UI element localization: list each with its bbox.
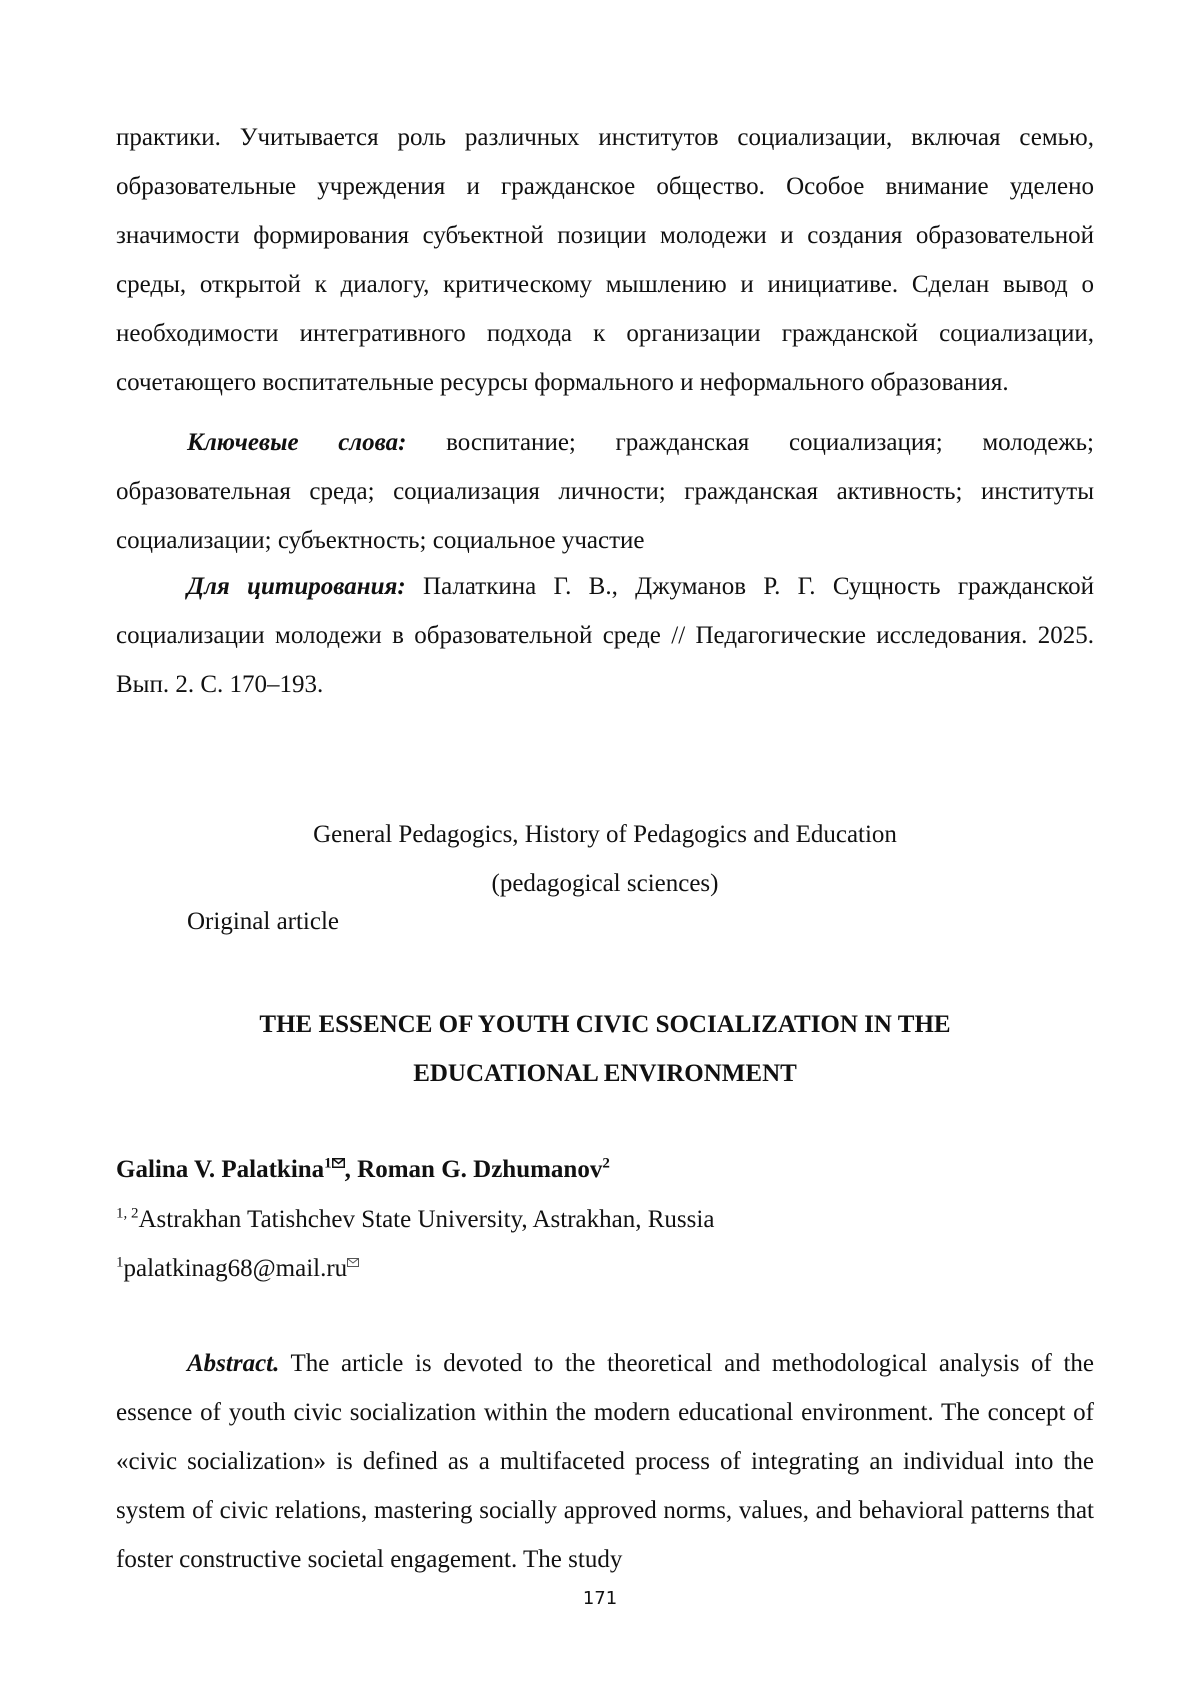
section-heading bbox=[116, 810, 1094, 908]
ru-keywords bbox=[116, 418, 1094, 565]
ru-keywords-text: воспитание; гражданская социализация; молодежь; образовательная среда; социализация личности; гражданская активность; институты социализации; субъектность; социальное участие bbox=[116, 429, 1094, 554]
envelope-icon bbox=[347, 1258, 359, 1267]
email-line bbox=[116, 1254, 1094, 1284]
ru-abstract-tail: практики. Учитывается роль различных институтов социализации, включая семью, образовательные учреждения и гражданское общество. Особое внимание уделено значимости формирования субъектной позиции молодежи и создания образовательной среды, открытой к диалогу, критическому мышлению и инициативе. Сделан вывод о необходимости интегративного подхода к организации гражданской социализации, сочетающего воспитательные ресурсы формального и неформального образования. bbox=[116, 124, 1094, 396]
article-title bbox=[116, 1000, 1094, 1098]
abstract-text: The article is devoted to the theoretical and methodological analysis of the essence of youth civic socialization within the modern educational environment. The concept of «civic socialization» is defined as a multifaceted process of integrating an individual into the system of civic relations, mastering socially approved norms, values, and behavioral patterns that foster constructive societal engagement. The study bbox=[116, 1350, 1094, 1573]
email-sup: 1 bbox=[116, 1254, 124, 1271]
author-separator: , bbox=[344, 1156, 358, 1183]
ru-citation bbox=[116, 562, 1094, 709]
section-line-1: General Pedagogics, History of Pedagogics and Education bbox=[313, 821, 897, 848]
en-abstract bbox=[116, 1339, 1094, 1584]
ru-citation-label: Для цитирования: bbox=[187, 573, 406, 600]
author-2-sup: 2 bbox=[602, 1155, 610, 1172]
affiliation-text: Astrakhan Tatishchev State University, Astrakhan, Russia bbox=[138, 1206, 715, 1233]
title-line-1: THE ESSENCE OF YOUTH CIVIC SOCIALIZATION IN THE bbox=[259, 1011, 951, 1038]
email-address[interactable]: palatkinag68@mail.ru bbox=[123, 1255, 348, 1282]
envelope-icon bbox=[332, 1158, 345, 1168]
title-line-2: EDUCATIONAL ENVIRONMENT bbox=[413, 1060, 797, 1087]
author-1-sup: 1 bbox=[324, 1155, 332, 1172]
author-1: Galina V. Palatkina bbox=[116, 1156, 325, 1183]
ru-citation-text: Палаткина Г. В., Джуманов Р. Г. Сущность гражданской социализации молодежи в образовательной среде // Педагогические исследования. 2025. Вып. 2. С. 170–193. bbox=[116, 573, 1095, 698]
section-line-2: (pedagogical sciences) bbox=[491, 870, 719, 897]
abstract-label: Abstract. bbox=[187, 1350, 280, 1377]
affiliation-sup: 1, 2 bbox=[116, 1205, 139, 1222]
page-number: 171 bbox=[582, 1588, 618, 1609]
affiliation bbox=[116, 1205, 1094, 1235]
authors bbox=[116, 1155, 1094, 1185]
ru-keywords-label: Ключевые слова: bbox=[187, 429, 407, 456]
article-type: Original article bbox=[187, 908, 340, 935]
author-2: Roman G. Dzhumanov bbox=[357, 1156, 603, 1183]
